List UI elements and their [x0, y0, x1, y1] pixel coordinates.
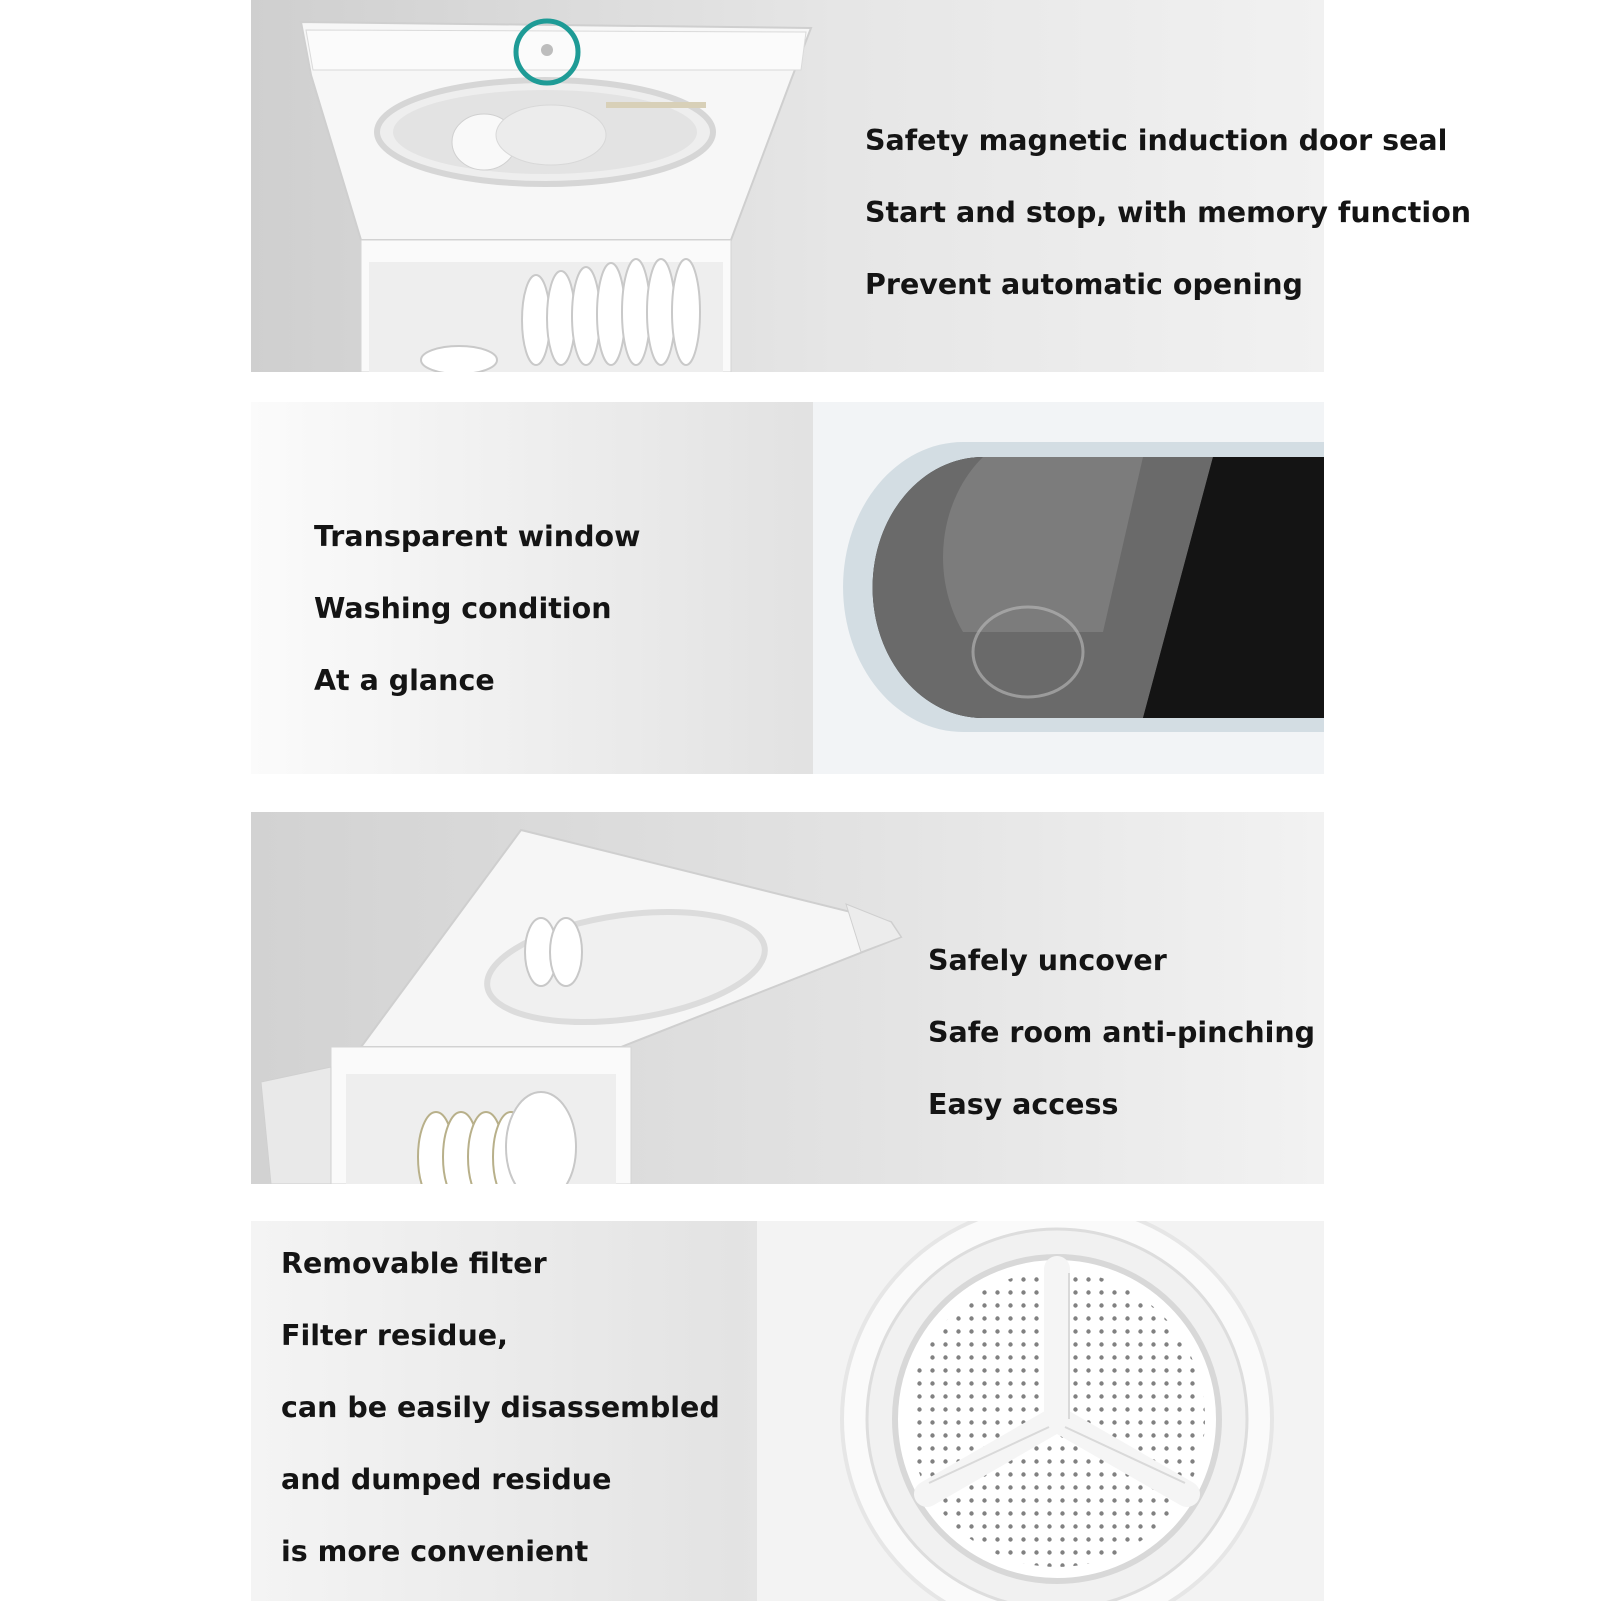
feature-line: Safely uncover — [928, 944, 1167, 977]
feature-line: and dumped residue — [281, 1463, 612, 1496]
feature-line: Easy access — [928, 1088, 1119, 1121]
feature-line: Prevent automatic opening — [865, 268, 1303, 301]
feature-line: Filter residue, — [281, 1319, 508, 1352]
feature-line: Safety magnetic induction door seal — [865, 124, 1448, 157]
feature-line: Washing condition — [314, 592, 612, 625]
feature-line: can be easily disassembled — [281, 1391, 720, 1424]
window-feature-list — [314, 501, 640, 717]
feature-line: Removable filter — [281, 1247, 547, 1280]
door-seal-feature-list — [865, 105, 1471, 321]
feature-line: Start and stop, with memory function — [865, 196, 1472, 229]
feature-line: Safe room anti-pinching — [928, 1016, 1316, 1049]
magnetic-seal-highlight-ring — [512, 17, 582, 87]
filter-illustration — [757, 1221, 1324, 1601]
filter-feature-list — [281, 1228, 720, 1588]
lid-feature-list — [928, 925, 1315, 1141]
feature-line: Transparent window — [314, 520, 641, 553]
transparent-window-illustration — [813, 402, 1324, 774]
feature-line: At a glance — [314, 664, 495, 697]
feature-line: is more convenient — [281, 1535, 589, 1568]
